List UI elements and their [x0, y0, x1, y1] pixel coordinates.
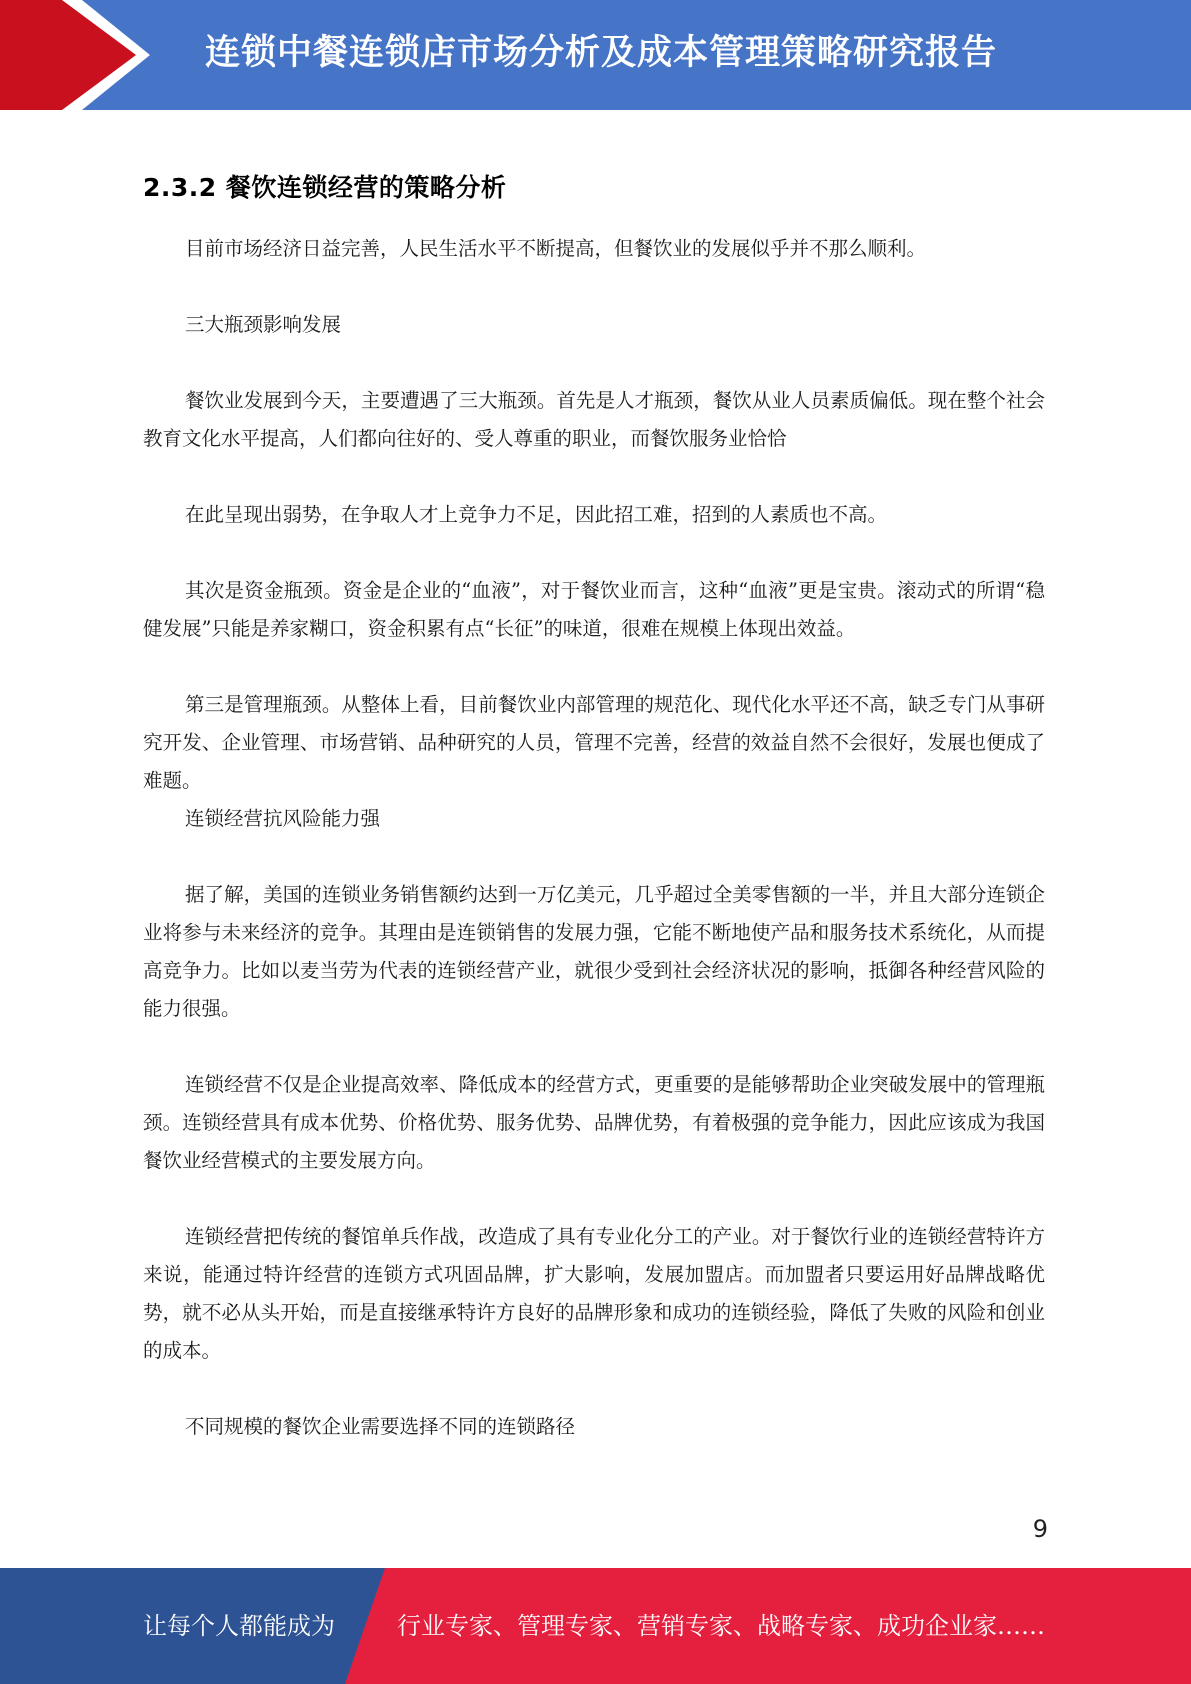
- subheading-bottlenecks: 三大瓶颈影响发展: [185, 313, 342, 336]
- subheading-risk-resistance: 连锁经营抗风险能力强: [185, 807, 381, 830]
- footer-slogan-right: 行业专家、管理专家、营销专家、战略专家、成功企业家……: [397, 1612, 1045, 1640]
- paragraph-talent-bottleneck: 餐饮业发展到今天，主要遭遇了三大瓶颈。首先是人才瓶颈，餐饮从业人员素质偏低。现在整个社会教育文化水平提高，人们都向往好的、受人尊重的职业，而餐饮服务业恰恰: [143, 389, 1045, 450]
- document-body: [143, 160, 1045, 1446]
- paragraph-talent-weakness: 在此呈现出弱势，在争取人才上竞争力不足，因此招工难，招到的人素质也不高。: [185, 503, 888, 526]
- paragraph-intro: 目前市场经济日益完善，人民生活水平不断提高，但餐饮业的发展似乎并不那么顺利。: [185, 237, 927, 260]
- page-header: [0, 0, 1191, 110]
- paragraph-us-chain-sales: 据了解，美国的连锁业务销售额约达到一万亿美元，几乎超过全美零售额的一半，并且大部分连锁企业将参与未来经济的竞争。其理由是连锁销售的发展力强，它能不断地使产品和服务技术系统化，从而提高竞争力。比如以麦当劳为代表的连锁经营产业，就很少受到社会经济状况的影响，抵御各种经营风险的能力很强。: [143, 883, 1045, 1020]
- paragraph-management-bottleneck: 第三是管理瓶颈。从整体上看，目前餐饮业内部管理的规范化、现代化水平还不高，缺乏专门从事研究开发、企业管理、市场营销、品种研究的人员，管理不完善，经营的效益自然不会很好，发展也便成了难题。: [143, 693, 1045, 792]
- report-title: 连锁中餐连锁店市场分析及成本管理策略研究报告: [205, 33, 998, 73]
- paragraph-capital-bottleneck: 其次是资金瓶颈。资金是企业的“血液”，对于餐饮业而言，这种“血液”更是宝贵。滚动式的所谓“稳健发展”只能是养家糊口，资金积累有点“长征”的味道，很难在规模上体现出效益。: [143, 579, 1045, 640]
- page-number: 9: [1032, 1515, 1048, 1543]
- paragraph-chain-advantages: 连锁经营不仅是企业提高效率、降低成本的经营方式，更重要的是能够帮助企业突破发展中的管理瓶颈。连锁经营具有成本优势、价格优势、服务优势、品牌优势，有着极强的竞争能力，因此应该成为我国餐饮业经营模式的主要发展方向。: [143, 1073, 1045, 1172]
- footer-slogan-left: 让每个人都能成为: [143, 1612, 335, 1640]
- section-heading: 2.3.2 餐饮连锁经营的策略分析: [143, 173, 507, 202]
- page-footer: [0, 1568, 1191, 1684]
- paragraph-franchise: 连锁经营把传统的餐馆单兵作战，改造成了具有专业化分工的产业。对于餐饮行业的连锁经营特许方来说，能通过特许经营的连锁方式巩固品牌，扩大影响，发展加盟店。而加盟者只要运用好品牌战略优势，就不必从头开始，而是直接继承特许方良好的品牌形象和成功的连锁经验，降低了失败的风险和创业的成本。: [143, 1225, 1045, 1362]
- subheading-chain-paths: 不同规模的餐饮企业需要选择不同的连锁路径: [185, 1415, 576, 1438]
- header-chevron-icon: [0, 0, 160, 110]
